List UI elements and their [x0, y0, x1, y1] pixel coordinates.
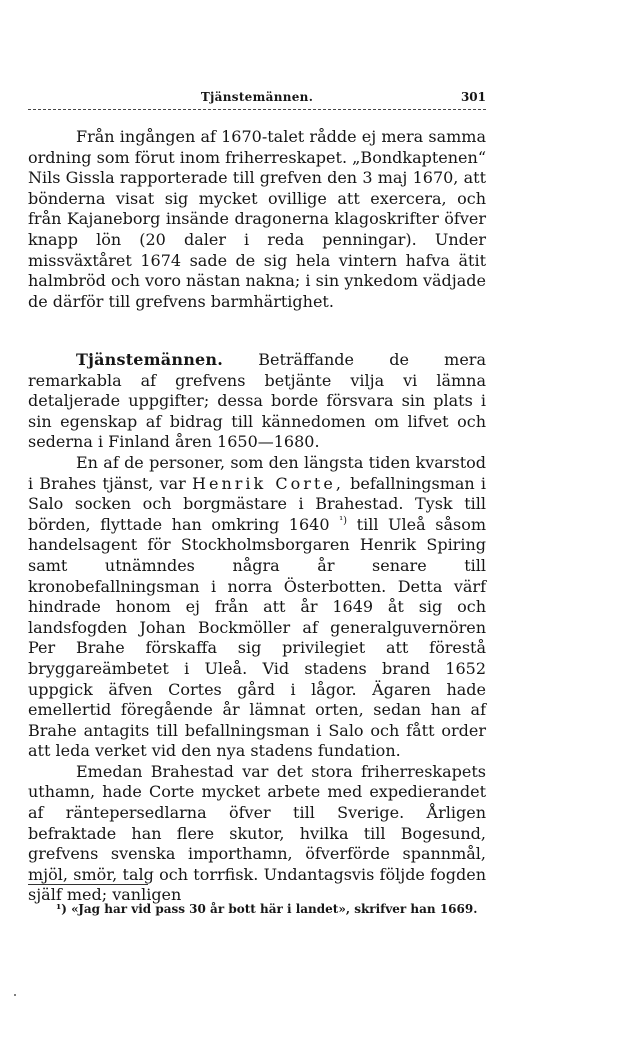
- running-title: Tjänstemännen.: [200, 90, 314, 104]
- paragraph-bondkaptenen: Från ingången af 1670-talet rådde ej mera samma ordning som förut inom friherreskapet. „Bondkaptenen“ Nils Gissla rapporterade till grefven den 3 maj 1670, att bönderna visat sig mycket ovillige att exercera, och från Kajaneborg insände dragonerna klagoskrifter öfver knapp lön (20 daler i reda penningar). Under missväxtåret 1674 sade de sig hela vintern hafva ätit halmbröd och voro nästan nakna; i sin ynkedom vädjade de därför till grefvens barmhärtighet.: [28, 127, 486, 311]
- section-intro-text: Beträffande de mera remarkabla af grefvens betjänte vilja vi lämna detaljerade uppgifter; dessa borde försvara sin plats i sin egenskap af bidrag till kännedomen om lifvet och sederna i Finland åren 1650—1680.: [28, 350, 486, 452]
- page-header: [28, 88, 486, 112]
- paragraph-emedan-brahestad: Emedan Brahestad var det stora friherreskapets uthamn, hade Corte mycket arbete med expedierandet af räntepersedlarna öfver till Sverige. Årligen befraktade han flere skutor, hvilka till Bogesund, grefvens svenska importhamn, öfverförde spannmål, mjöl, smör, talg och torrfisk. Undantagsvis följde fogden själf med; vanligen: [28, 761, 486, 905]
- person-name-henrik-corte: Henrik Corte,: [192, 473, 344, 493]
- corte-text-end: till Uleå såsom handelsagent för Stockholmsborgaren Henrik Spiring samt utnämndes några år senare till kronobefallningsman i norra Österbotten. Detta värf hindrade honom ej från att år 1649 åt sig och landsfogden Johan Bockmöller af generalguvernören Per Brahe förskaffa sig privilegiet att förestå bryggareämbetet i Uleå. Vid stadens brand 1652 uppgick äfven Cortes gård i lågor. Ägaren hade emellertid föregående år lämnat orten, sedan han af Brahe antagits till befallningsman i Salo och fått order att leda verket vid den nya stadens fundation.: [28, 514, 487, 761]
- footnote: [28, 902, 486, 916]
- footnote-text: «Jag har vid pass 30 år bott här i landet», skrifver han 1669.: [71, 902, 478, 916]
- margin-speck: [14, 994, 16, 996]
- header-rule: [28, 109, 486, 110]
- section-tjanstemannen: [28, 350, 486, 906]
- footnote-rule: [28, 884, 148, 885]
- paragraph-henrik-corte: [28, 453, 486, 762]
- section-heading: Tjänstemännen.: [76, 350, 224, 369]
- opening-paragraph-block: [28, 127, 486, 312]
- footnote-reference[interactable]: ¹): [339, 515, 348, 527]
- corte-text-start: En af de personer, som den längsta tiden kvarstod i Brahes tjänst, var: [28, 452, 486, 493]
- page-number: 301: [460, 90, 486, 104]
- corte-text-middle: befallningsman i Salo socken och borgmästare i Brahestad. Tysk till börden, flyttade han omkring 1640: [28, 473, 487, 534]
- footnote-marker: ¹): [56, 902, 67, 916]
- section-intro-paragraph: [28, 350, 486, 453]
